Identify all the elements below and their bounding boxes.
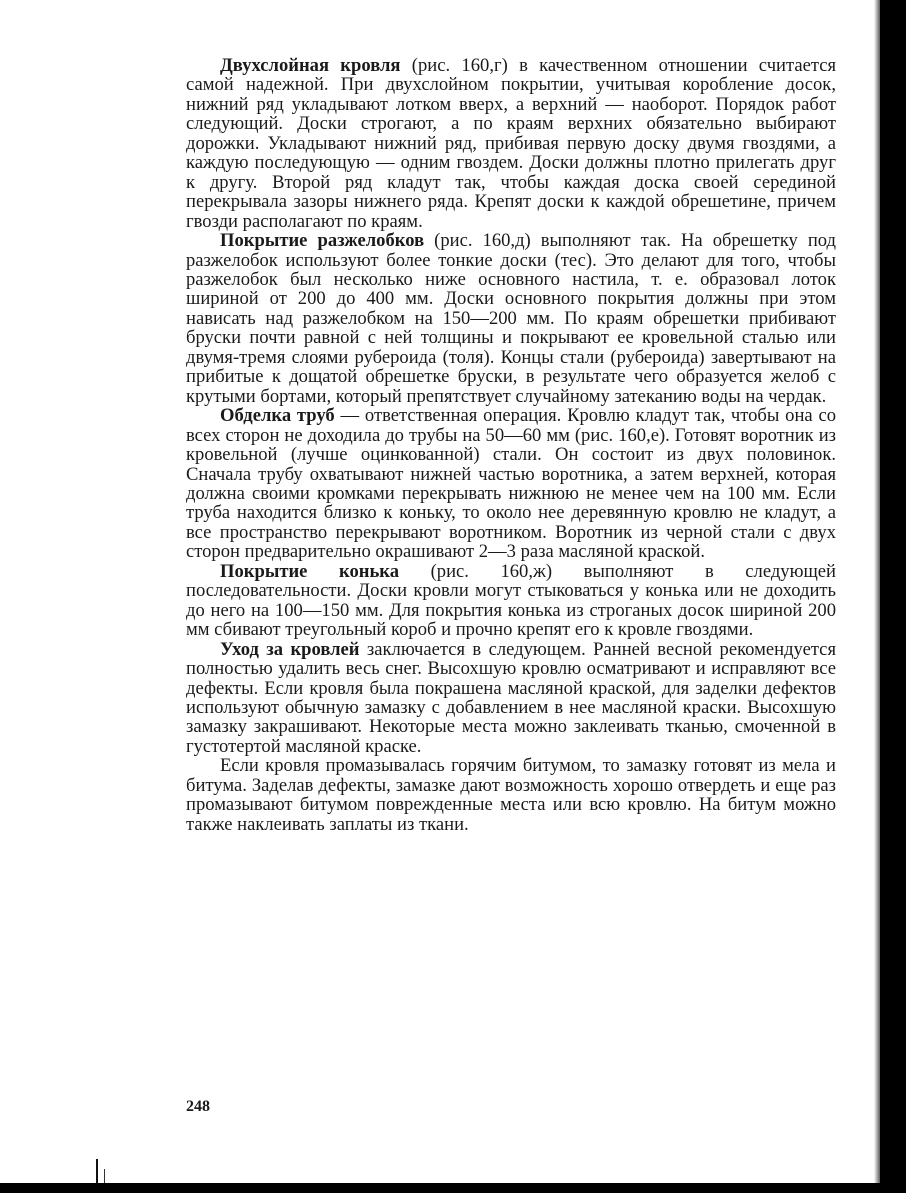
term-roof-care: Уход за кровлей xyxy=(220,638,360,660)
paragraph-bitumen-repair xyxy=(186,756,836,834)
paragraph-text: (рис. 160,г) в качественном отношении считается самой надежной. При двухслойном покрытии, учитывая коробление досок, нижний ряд укладывают лотком вверх, а верхний — наоборот. Порядок работ следующий. Доски строгают, а по краям верхних обязательно выбирают дорожки. Укладывают нижний ряд, прибивая первую доску двумя гвоздями, а каждую последующую — одним гвоздем. Доски должны плотно прилегать друг к другу. Второй ряд кладут так, чтобы каждая доска своей серединой перекрывала зазоры нижнего ряда. Крепят доски к каждой обрешетине, причем гвозди располагают по краям. xyxy=(186,55,837,232)
paragraph-text: — ответственная операция. Кровлю кладут так, чтобы она со всех сторон не доходила до трубы на 50—60 мм (рис. 160,е). Готовят воротник из кровельной (лучше оцинкованной) стали. Он состоит из двух половинок. Сначала трубу охватывают нижней частью воротника, а затем верхней, которая должна своими кромками перекрывать нижнюю не менее чем на 100 мм. Если труба находится близко к коньку, то около нее деревянную кровлю не кладут, а все пространство перекрывают воротником. Воротник из черной стали с двух сторон предварительно окрашивают 2—3 раза масляной краской. xyxy=(186,405,836,563)
paragraph-text: заключается в следующем. Ранней весной рекомендуется полностью удалить весь снег. Высохшую кровлю осматривают и исправляют все дефекты. Если кровля была покрашена масляной краской, для заделки дефектов используют обычную замазку с добавлением в нее масляной краски. Высохшую замазку закрашивают. Некоторые места можно заклеивать тканью, смоченной в густотертой масляной краске. xyxy=(186,638,836,757)
term-ridge-covering: Покрытие конька xyxy=(220,560,400,582)
paragraph-text: (рис. 160,д) выполняют так. На обрешетку под разжелобок используют более тонкие доски (тес). Это делают для того, чтобы разжелобок был несколько ниже основного настила, т. е. образовал лоток шириной от 200 до 400 мм. Доски основного покрытия должны при этом нависать над разжелобком на 150—200 мм. По краям обрешетки прибивают бруски почти равной с ней толщины и покрывают ее кровельной сталью или двумя-тремя слоями рубероида (толя). Концы стали (рубероида) завертывают на прибитые к дощатой обрешетке бруски, в результате чего образуется желоб с крутыми бортами, который препятствует случайному затеканию воды на чердак. xyxy=(186,230,836,407)
page-body xyxy=(186,56,836,834)
scan-mark xyxy=(104,1169,105,1183)
paragraph-text: Если кровля промазывалась горячим битумом, то замазку готовят из мела и битума. Заделав дефекты, замазке дают возможность хорошо отвердеть и еще раз промазывают битумом поврежденные места или всю кровлю. На битум можно также наклеивать заплаты из ткани. xyxy=(186,755,836,835)
term-chimney-flashing: Обделка труб xyxy=(220,405,335,427)
paragraph-chimney-flashing xyxy=(186,406,836,562)
paragraph-ridge-covering xyxy=(186,562,836,640)
paragraph-double-layer-roof xyxy=(186,56,836,231)
paragraph-roof-care xyxy=(186,640,836,757)
scan-edge-bottom xyxy=(0,1183,906,1193)
term-valley-covering: Покрытие разжелобков xyxy=(220,230,425,252)
scan-mark xyxy=(96,1159,98,1183)
term-double-layer-roof: Двухслойная кровля xyxy=(220,55,401,76)
paragraph-text: (рис. 160,ж) выполняют в следующей последовательности. Доски кровли могут стыковаться у конька или не доходить до него на 100—150 мм. Для покрытия конька из строганых досок шириной 200 мм сбивают треугольный короб и прочно крепят его к кровле гвоздями. xyxy=(186,560,836,641)
paragraph-valley-covering xyxy=(186,231,836,406)
scan-edge-right xyxy=(880,0,906,1193)
page-number: 248 xyxy=(186,1098,210,1115)
